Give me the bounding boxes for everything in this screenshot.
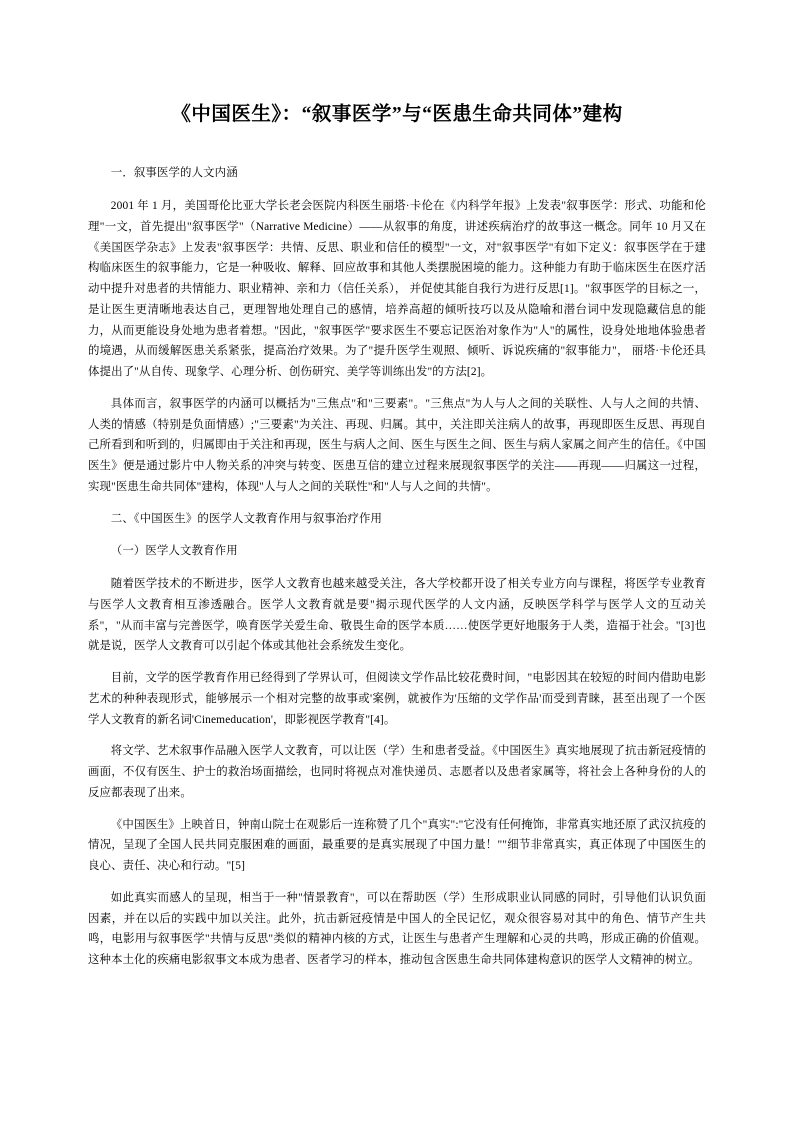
paragraph-1: 2001 年 1 月，美国哥伦比亚大学长老会医院内科医生丽塔·卡伦在《内科学年报》上发表"叙事医学：形式、功能和伦理"一文，首先提出"叙事医学"（Narrative Medicine）——从叙事的角度，讲述疾病治疗的故事这一概念。同年 10 月又在《美国医学杂志》上发表"叙事医学：共情、反思、职业和信任的模型"一文，对"叙事医学"有如下定义：叙事医学在于建构临床医生的叙事能力，它是一种吸收、解释、回应故事和其他人类摆脱困境的能力。这种能力有助于临床医生在医疗活动中提升对患者的共情能力、职业精神、亲和力（信任关系）， 并促使其能自我行为进行反思[1]。"叙事医学的目标之一，是让医生更清晰地表达自己，更理智地处理自己的感情，培养高超的倾听技巧以及从隐喻和潜台词中发现隐藏信息的能力，从而更能设身处地为患者着想。"因此，"叙事医学"要求医生不要忘记医治对象作为"人"的属性，设身处地地体验患者的境遇，从而缓解医患关系紧张，提高治疗效果。为了"提升医学生观照、倾听、诉说疾痛的"叙事能力"， 丽塔·卡伦还具体提出了"从自传、现象学、心理分析、创伤研究、美学等训练出发"的方法[2]。 <box>88 200 706 378</box>
paragraph-7: 如此真实而感人的呈现，相当于一种"情景教育"，可以在帮助医（学）生形成职业认同感的同时，引导他们认识负面因素，并在以后的实践中加以关注。此外，抗击新冠疫情是中国人的全民记忆，观众很容易对其中的角色、情节产生共鸣，电影用与叙事医学"共情与反思"类似的精神内核的方式，让医生与患者产生理解和心灵的共鸣，形成正确的价值观。这种本土化的疾痛电影叙事文本成为患者、医者学习的样本，推动包含医患生命共同体建构意识的医学人文精神的树立。 <box>88 891 706 966</box>
paragraph-2: 具体而言，叙事医学的内涵可以概括为"三焦点"和"三要素"。"三焦点"为人与人之间的关联性、人与人之间的共情、 人类的情感（特别是负面情感）;"三要素"为关注、再现、归属。其中，关注即关注病人的故事，再现即医生反思、再现自己所看到和听到的，归属即由于关注和再现，医生与病人之间、医生与医生之间、医生与病人家属之间产生的信任。《中国医生》便是通过影片中人物关系的冲突与转变、医患互信的建立过程来展现叙事医学的关注——再现——归属这一过程，实现"医患生命共同体"建构，体现"人与人之间的关联性"和"人与人之间的共情"。 <box>88 397 706 493</box>
paragraph-5: 将文学、艺术叙事作品融入医学人文教育，可以让医（学）生和患者受益。《中国医生》真实地展现了抗击新冠疫情的画面，不仅有医生、护士的救治场面描绘，也同时将视点对准快递员、志愿者以及患者家属等，将社会上各种身份的人的反应都表现了出来。 <box>88 745 706 799</box>
paragraph-6: 《中国医生》上映首日，钟南山院士在观影后一连称赞了几个"真实":"它没有任何掩饰，非常真实地还原了武汉抗疫的情况，呈现了全国人民共同克服困难的画面，最重要的是真实展现了中国力量！""细节非常真实，真正体现了中国医生的良心、责任、决心和行动。"[5] <box>88 818 706 872</box>
paragraph-4: 目前，文学的医学教育作用已经得到了学界认可，但阅读文学作品比较花费时间，"电影因其在较短的时间内借助电影艺术的种种表现形式，能够展示一个相对完整的故事或'案例，就被作为'压缩的文学作品'而受到青睐，甚至出现了一个医学人文教育的新名词'Cinemeducation'，即影视医学教育"[4]。 <box>88 672 706 726</box>
section-heading-1: 一．叙事医学的人文内涵 <box>110 167 238 180</box>
paragraph-3: 随着医学技术的不断进步，医学人文教育也越来越受关注，各大学校都开设了相关专业方向与课程，将医学专业教育与医学人文教育相互渗透融合。医学人文教育就是要"揭示现代医学的人文内涵，反映医学科学与医学人文的互动关系"，"从而丰富与完善医学，唤育医学关爱生命、敬畏生命的医学本质……使医学更好地服务于人类，造福于社会。"[3]也就是说，医学人文教育可以引起个体或其他社会系统发生变化。 <box>88 578 706 653</box>
page-title: 《中国医生》：“叙事医学”与“医患生命共同体”建构 <box>171 104 623 125</box>
section-heading-2-1: （一）医学人文教育作用 <box>110 545 238 558</box>
section-heading-2: 二、《中国医生》的医学人文教育作用与叙事治疗作用 <box>110 512 383 525</box>
